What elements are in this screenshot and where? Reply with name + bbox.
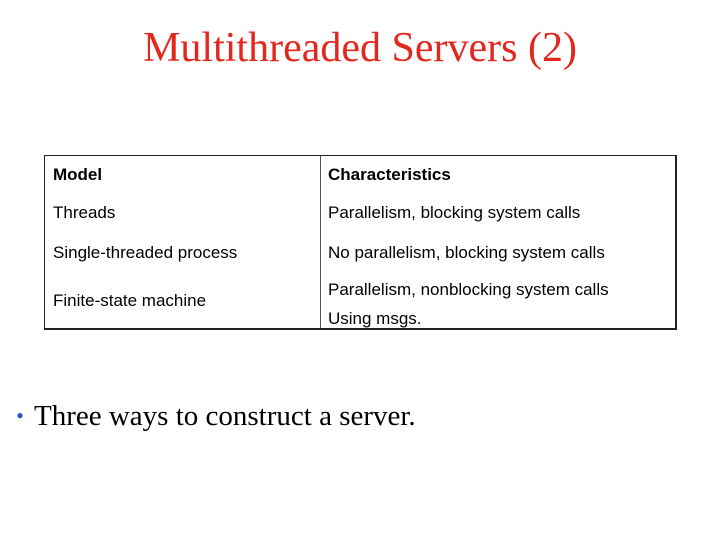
- model-cell: Single-threaded process: [53, 243, 238, 262]
- bullet-icon: •: [16, 403, 24, 428]
- model-cell: Threads: [53, 203, 116, 222]
- characteristics-line: Parallelism, nonblocking system calls: [328, 280, 609, 299]
- characteristics-cell: [328, 241, 605, 265]
- table-header-row: [45, 156, 675, 194]
- table-row: [45, 194, 675, 232]
- characteristics-line: No parallelism, blocking system calls: [328, 243, 605, 262]
- characteristics-line: Parallelism, blocking system calls: [328, 203, 581, 222]
- slide-title: Multithreaded Servers (2): [143, 25, 577, 71]
- model-cell: Finite-state machine: [53, 291, 207, 310]
- characteristics-cell: [328, 201, 580, 225]
- bullet-item: [6, 396, 416, 436]
- characteristics-cell: [328, 275, 609, 333]
- characteristics-line: Using msgs.: [328, 309, 422, 328]
- header-characteristics: Characteristics: [328, 165, 451, 184]
- table-row: [45, 272, 675, 331]
- header-model: Model: [53, 165, 103, 184]
- bullet-text: Three ways to construct a server.: [34, 400, 416, 432]
- server-models-table: [44, 155, 677, 330]
- table-row: [45, 232, 675, 272]
